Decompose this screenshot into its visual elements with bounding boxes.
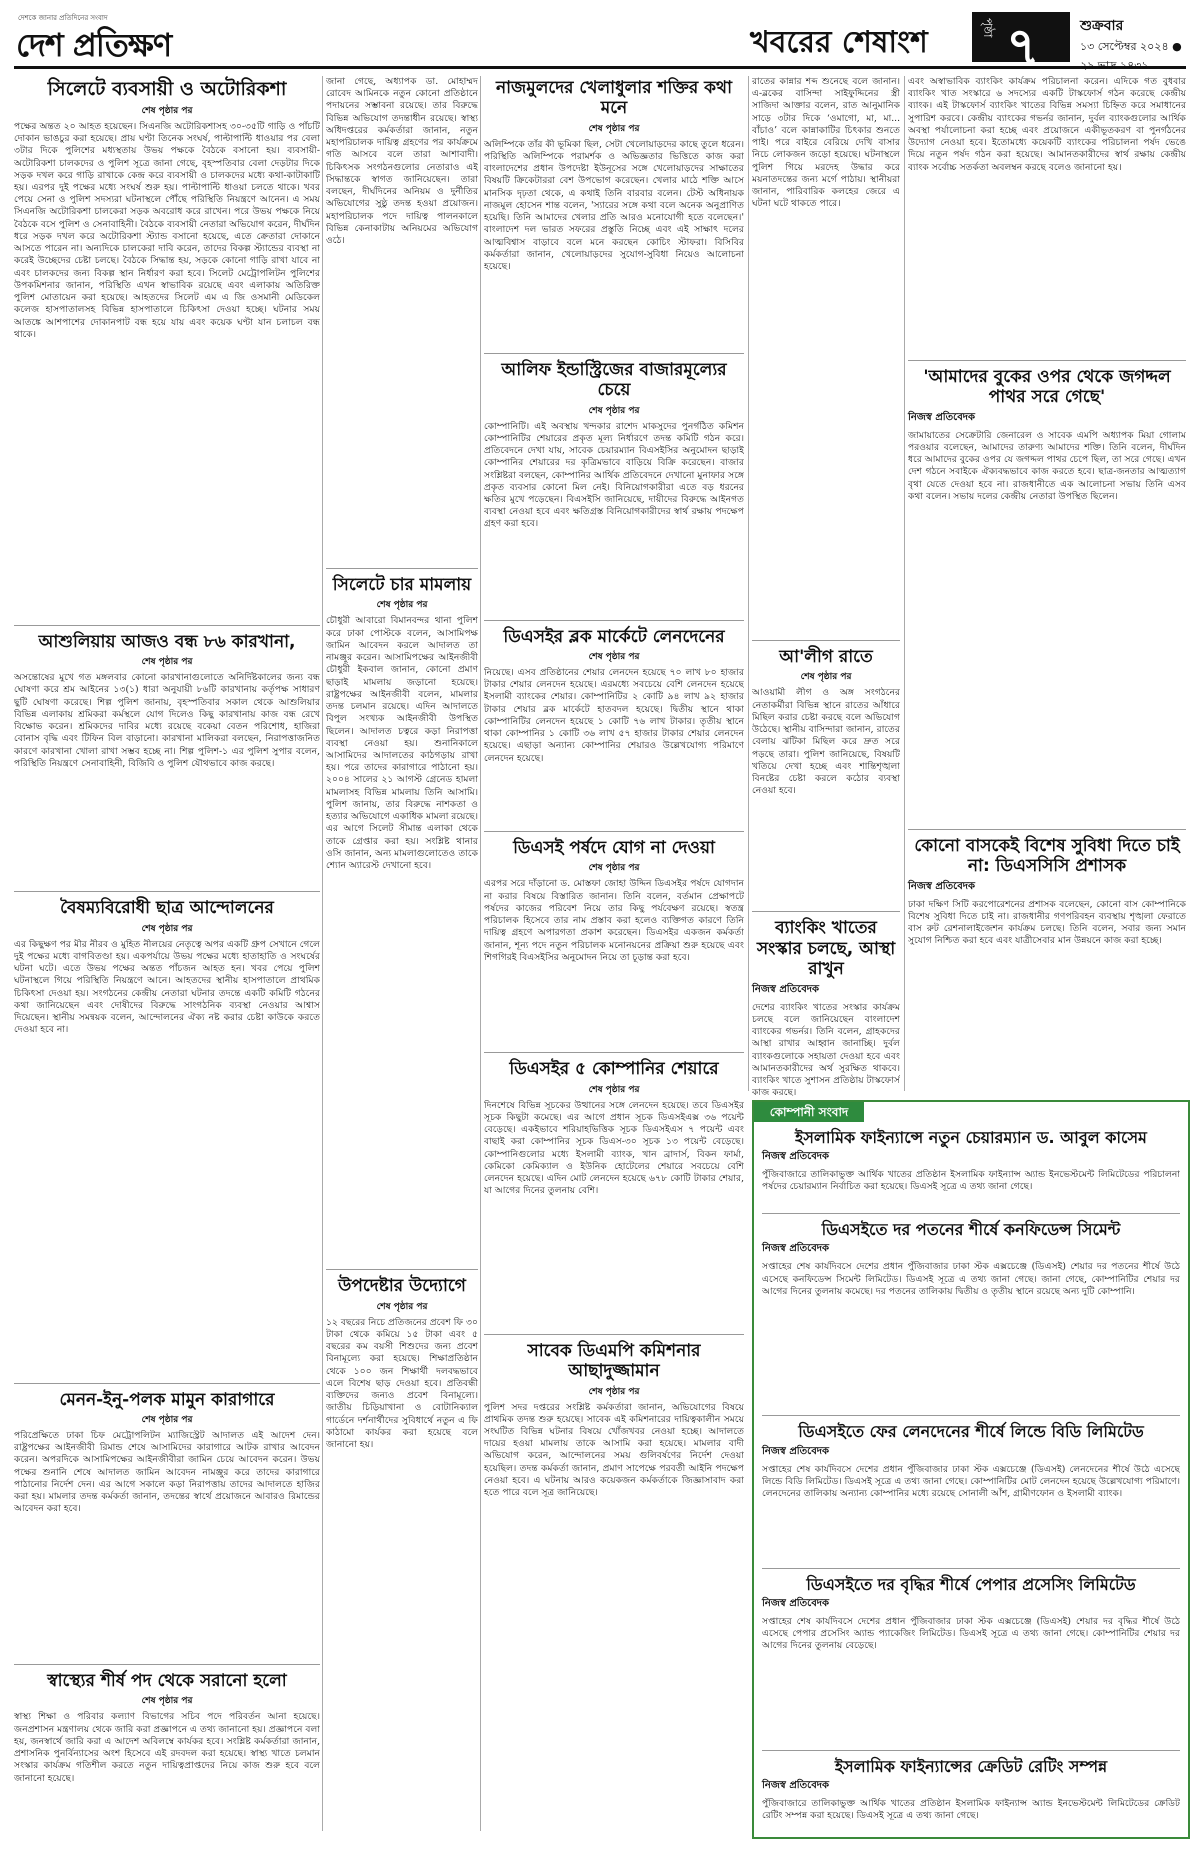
article-headline[interactable]: 'আমাদের বুকের ওপর থেকে জগদ্দল পাথর সরে গেছে' bbox=[923, 367, 1171, 408]
article-banking-continued[interactable] bbox=[908, 76, 1186, 361]
article-dse-board[interactable] bbox=[484, 838, 744, 1053]
article-body: এবং অস্বাভাবিক ব্যাংকিং কার্যক্রম পরিচালনা করেন। এদিকে গত বুধবার ব্যাংকিং খাত সংস্কারে ৬ সদস্যের একটি টাস্কফোর্স গঠন করেছে কেন্দ্রীয় ব্যাংক। এই টাস্কফোর্স ব্যাংকিং খাতের বিভিন্ন সমস্যা চিহ্নিত করে সমাধানের সুপারিশ করবে। কেন্দ্রীয় ব্যাংকের গভর্নর জানান, দুর্বল ব্যাংকগুলোর আর্থিক অবস্থা পর্যালোচনা করা হচ্ছে এবং প্রয়োজনে একীভূতকরণ বা পুনর্গঠনের উদ্যোগ নেওয়া হবে। ইতোমধ্যে কয়েকটি ব্যাংকের পরিচালনা পর্ষদ ভেঙে দিয়ে নতুন পর্ষদ গঠন করা হয়েছে। আমানতকারীদের স্বার্থ রক্ষায় কেন্দ্রীয় ব্যাংক সর্বোচ্চ সতর্কতা অবলম্বন করছে বলেও জানানো হয়। bbox=[908, 76, 1186, 173]
column-1 bbox=[14, 76, 320, 1871]
page-number: ৭ bbox=[1006, 17, 1040, 77]
column-4 bbox=[752, 76, 900, 1142]
article-body: অসন্তোষের মুখে গত মঙ্গলবার কোনো কারখানাগুলোতে অনির্দিষ্টকালের জন্য বন্ধ ঘোষণা করে শ্রম আইনের ১৩(১) ধারা অনুযায়ী ৮৬টি কারখানায় কর্তৃপক্ষ সাধারণ ছুটি ঘোষণা করেছে। শিল্প পুলিশ জানায়, বৃহস্পতিবার সকাল থেকে আশুলিয়ার বিভিন্ন এলাকায় শ্রমিকরা কর্মস্থলে যোগ দিলেও কিছু কারখানায় কাজ বন্ধ রেখে বিক্ষোভ করেন। শ্রমিকদের দাবির মধ্যে রয়েছে বকেয়া বেতন পরিশোধ, হাজিরা বোনাস বৃদ্ধি এবং টিফিন বিল বাড়ানো। কারখানা মালিকরা বলছেন, নিরাপত্তাজনিত কারণে কারখানা খোলা রাখা সম্ভব হচ্ছে না। শিল্প পুলিশ-১ এর পুলিশ সুপার বলেন, পরিস্থিতি নিয়ন্ত্রণে সেনাবাহিনী, বিজিবি ও পুলিশ যৌথভাবে কাজ করছে। bbox=[14, 672, 320, 769]
company-headline[interactable]: ইসলামিক ফাইন্যান্সে নতুন চেয়ারম্যান ড. আবুল কাসেম bbox=[795, 1128, 1147, 1147]
continued-label: শেষ পৃষ্ঠার পর bbox=[376, 1301, 428, 1312]
continued-label: শেষ পৃষ্ঠার পর bbox=[588, 651, 640, 662]
company-news-tag: কোম্পানী সংবাদ bbox=[754, 1102, 864, 1122]
company-item[interactable] bbox=[762, 1422, 1180, 1568]
article-headline[interactable]: ডিএসইর ব্লক মার্কেটে লেনদেনের bbox=[503, 626, 725, 647]
issue-date: ১৩ সেপ্টেম্বর ২০২৪ ● ২৯ ভাদ্র ১৪৩১ bbox=[1080, 40, 1182, 72]
article-headline[interactable]: বৈষম্যবিরোধী ছাত্র আন্দোলনের bbox=[60, 898, 274, 919]
article-body: পুলিশ সদর দপ্তরের সংশ্লিষ্ট কর্মকর্তারা জানান, অভিযোগের বিষয়ে প্রাথমিক তদন্ত শুরু হয়েছে। সাবেক এই কমিশনারের দায়িত্বকালীন সময়ে সংঘটিত বিভিন্ন ঘটনার বিষয়ে খোঁজখবর নেওয়া হচ্ছে। আদালতে দায়ের হওয়া মামলায় তাকে আসামি করা হয়েছে। মামলার বাদী অভিযোগ করেন, আন্দোলনের সময় গুলিবর্ষণের নির্দেশ দেওয়া হয়েছিল। তদন্ত কর্মকর্তা জানান, প্রমাণ সাপেক্ষে পরবর্তী আইনি পদক্ষেপ নেওয়া হবে। এ ঘটনায় আরও কয়েকজন কর্মকর্তাকে জিজ্ঞাসাবাদ করা হতে পারে বলে সূত্র জানিয়েছে। bbox=[484, 1401, 744, 1499]
article-health-continued[interactable] bbox=[326, 76, 478, 569]
column-2 bbox=[326, 76, 478, 1807]
continued-label: শেষ পৃষ্ঠার পর bbox=[588, 123, 640, 134]
continued-label: শেষ পৃষ্ঠার পর bbox=[141, 1696, 193, 1707]
newspaper-logo[interactable] bbox=[14, 10, 244, 64]
company-item[interactable] bbox=[762, 1220, 1180, 1416]
company-byline: নিজস্ব প্রতিবেদক bbox=[762, 1597, 830, 1609]
article-headline[interactable]: কোনো বাসকেই বিশেষ সুবিধা দিতে চাই না: ডিএসসিসি প্রশাসক bbox=[914, 835, 1180, 877]
article-headline[interactable]: সিলেটে ব্যবসায়ী ও অটোরিকশা bbox=[47, 78, 287, 100]
article-student-movement[interactable] bbox=[14, 898, 320, 1383]
continued-label: শেষ পৃষ্ঠার পর bbox=[588, 1084, 640, 1095]
article-body: কোম্পানিটি। এই অবস্থায় খন্দকার রাশেদ মাকসুদের পুনর্গঠিত কমিশন কোম্পানিটির শেয়ারের প্রকৃত মূল্য নির্ধারণে তদন্ত কমিটি গঠন করে। প্রতিবেদনে দেখা যায়, সাবেক চেয়ারম্যান বিএসইসির অনুমোদন ছাড়াই কোম্পানির শেয়ারের দর কৃত্রিমভাবে বাড়িয়ে বিক্রি করেছেন। বাজার সংশ্লিষ্টরা বলছেন, কোম্পানির আর্থিক প্রতিবেদনে দেখানো মুনাফার সঙ্গে প্রকৃত ব্যবসার কোনো মিল নেই। বিনিয়োগকারীরা এতে বড় ধরনের ক্ষতির মুখে পড়েছেন। বিএসইসি জানিয়েছে, দায়ীদের বিরুদ্ধে আইনগত ব্যবস্থা নেওয়া হবে এবং ক্ষতিগ্রস্ত বিনিয়োগকারীদের স্বার্থ রক্ষায় পদক্ষেপ গ্রহণ করা হবে। bbox=[484, 420, 744, 530]
continued-label: শেষ পৃষ্ঠার পর bbox=[588, 405, 640, 416]
article-body: পরিপ্রেক্ষিতে ঢাকা চিফ মেট্রোপলিটন ম্যাজিস্ট্রেট আদালত এই আদেশ দেন। রাষ্ট্রপক্ষের আইনজীবী রিমান্ড শেষে আসামিদের কারাগারে আটক রাখার আবেদন করেন। অপরদিকে আসামিপক্ষের আইনজীবীরা জামিন চেয়ে আবেদন করেন। উভয় পক্ষের শুনানি শেষে আদালত জামিন আবেদন নামঞ্জুর করে তাদের কারাগারে পাঠানোর নির্দেশ দেন। এর আগে সকালে কড়া নিরাপত্তায় তাদের আদালতে হাজির করা হয়। মামলার তদন্ত কর্মকর্তা জানান, তদন্তের স্বার্থে প্রয়োজনে আবারও রিমান্ডের আবেদন করা হবে। bbox=[14, 1429, 320, 1515]
article-body: দেশের ব্যাংকিং খাতের সংস্কার কার্যক্রম চলছে বলে জানিয়েছেন বাংলাদেশ ব্যাংকের গভর্নর। তিনি বলেন, গ্রাহকদের আস্থা রাখার আহ্বান জানাচ্ছি। দুর্বল ব্যাংকগুলোকে সহায়তা দেওয়া হবে এবং আমানতকারীদের অর্থ সুরক্ষিত থাকবে। ব্যাংকিং খাতে সুশাসন প্রতিষ্ঠায় টাস্কফোর্স কাজ করছে। bbox=[752, 1001, 900, 1099]
article-body: জানা গেছে, অধ্যাপক ডা. মোহাম্মদ রোবেদ আমিনকে নতুন কোনো প্রতিষ্ঠানে পদায়নের সম্ভাবনা রয়েছে। তার বিরুদ্ধে বিভিন্ন অভিযোগ তদন্তাধীন রয়েছে। স্বাস্থ্য অধিদপ্তরের কর্মকর্তারা জানান, নতুন মহাপরিচালক দায়িত্ব গ্রহণের পর কার্যক্রমে গতি আসবে বলে তারা আশাবাদী। চিকিৎসক সংগঠনগুলোর নেতারাও এই সিদ্ধান্তকে স্বাগত জানিয়েছেন। তারা বলছেন, দীর্ঘদিনের অনিয়ম ও দুর্নীতির অভিযোগের সুষ্ঠু তদন্ত হওয়া প্রয়োজন। মহাপরিচালক পদে দায়িত্ব পালনকালে বিভিন্ন কেনাকাটায় অনিয়মের অভিযোগ ওঠে। bbox=[326, 76, 478, 247]
page-label: পৃষ্ঠা bbox=[981, 18, 995, 38]
article-body: এরপর সরে দাঁড়ানো ড. মোস্তফা জোহা উদ্দিন ডিএসইর পর্ষদে যোগদান না করার বিষয়ে বিস্তারিত জানান। তিনি বলেন, বর্তমান প্রেক্ষাপটে পর্ষদের কাজের পরিবেশ নিয়ে তার কিছু পর্যবেক্ষণ রয়েছে। স্বতন্ত্র পরিচালক হিসেবে তার নাম প্রস্তাব করা হলেও ব্যক্তিগত কারণে তিনি দায়িত্ব গ্রহণে অপারগতা প্রকাশ করেছেন। ডিএসইর একজন কর্মকর্তা জানান, শূন্য পদে নতুন পরিচালক মনোনয়নের প্রক্রিয়া শুরু হয়েছে এবং শিগগিরই বিএসইসির অনুমোদন নিয়ে তা চূড়ান্ত করা হবে। bbox=[484, 878, 744, 963]
article-dse-block-market[interactable] bbox=[484, 627, 744, 832]
company-body: পুঁজিবাজারে তালিকাভুক্ত আর্থিক খাতের প্রতিষ্ঠান ইসলামিক ফাইন্যান্স অ্যান্ড ইনভেস্টমেন্ট লিমিটেডের ক্রেডিট রেটিং সম্পন্ন করা হয়েছে। ডিএসই সূত্রে এ তথ্য জানা গেছে। bbox=[762, 1797, 1180, 1822]
article-headline[interactable]: মেনন-ইনু-পলক মামুন কারাগারে bbox=[59, 1389, 275, 1410]
article-body: এর কিছুক্ষণ পর মীর নীরব ও মুহিত নীলয়ের নেতৃত্বে অপর একটি গ্রুপ সেখানে গেলে দুই পক্ষের মধ্যে বাগবিতণ্ডা হয়। একপর্যায়ে উভয় পক্ষের মধ্যে হাতাহাতি ও সংঘর্ষের ঘটনা ঘটে। এতে উভয় পক্ষের অন্তত পাঁচজন আহত হন। খবর পেয়ে পুলিশ ঘটনাস্থলে গিয়ে পরিস্থিতি নিয়ন্ত্রণে আনে। আহতদের স্থানীয় হাসপাতালে প্রাথমিক চিকিৎসা দেওয়া হয়। সংগঠনের কেন্দ্রীয় নেতারা ঘটনার তদন্তে একটি কমিটি গঠনের কথা জানিয়েছেন এবং দোষীদের বিরুদ্ধে সাংগঠনিক ব্যবস্থা নেওয়ার আশ্বাস দিয়েছেন। স্থানীয় সমন্বয়ক বলেন, আন্দোলনের ঐক্য নষ্ট করার চেষ্টা কাউকে করতে দেওয়া হবে না। bbox=[14, 938, 320, 1036]
article-headline[interactable]: আ'লীগ রাতে bbox=[779, 647, 873, 667]
masthead bbox=[14, 10, 1186, 77]
column-divider bbox=[904, 76, 905, 1091]
article-health-removal[interactable] bbox=[14, 1671, 320, 1865]
article-dscc-bus[interactable] bbox=[908, 836, 1186, 1088]
article-body: ঢাকা দক্ষিণ সিটি করপোরেশনের প্রশাসক বলেছেন, কোনো বাস কোম্পানিকে বিশেষ সুবিধা দিতে চাই না। রাজধানীর গণপরিবহন ব্যবস্থায় শৃঙ্খলা ফেরাতে বাস রুট রেশনালাইজেশন কার্যক্রম চলছে। তিনি বলেন, সবার জন্য সমান সুযোগ নিশ্চিত করা হবে এবং যাত্রীসেবার মান উন্নয়নে কাজ করা হচ্ছে। bbox=[908, 898, 1186, 947]
company-byline: নিজস্ব প্রতিবেদক bbox=[762, 1151, 830, 1163]
article-headline[interactable]: উপদেষ্টার উদ্যোগে bbox=[338, 1276, 466, 1297]
article-headline[interactable]: সাবেক ডিএমপি কমিশনার আছাদুজ্জামান bbox=[527, 1340, 701, 1382]
company-news-list bbox=[762, 1126, 1180, 1848]
article-headline[interactable]: স্বাস্থ্যের শীর্ষ পদ থেকে সরানো হলো bbox=[47, 1670, 287, 1691]
article-body: ১২ বছরের নিচে প্রতিজনের প্রবেশ ফি ৩০ টাকা থেকে কমিয়ে ১৫ টাকা এবং ৫ বছরের কম বয়সী শিশুদের জন্য প্রবেশ বিনামূল্যে করা হয়েছে। শিক্ষাপ্রতিষ্ঠান থেকে ১০০ জন শিক্ষার্থী দলবদ্ধভাবে এলে বিশেষ ছাড় দেওয়া হবে। প্রতিবন্ধী ব্যক্তিদের জন্যও প্রবেশ বিনামূল্যে। জাতীয় চিড়িয়াখানা ও বোটানিক্যাল গার্ডেনে দর্শনার্থীদের সুবিধার্থে নতুন এ ফি কাঠামো কার্যকর করা হয়েছে বলে জানানো হয়। bbox=[326, 1316, 478, 1451]
article-menon-inu-jail[interactable] bbox=[14, 1390, 320, 1665]
page-number-box bbox=[972, 12, 1070, 77]
article-alif-industries[interactable] bbox=[484, 360, 744, 621]
article-headline[interactable]: ব্যাংকিং খাতের সংস্কার চলছে, আস্থা রাখুন bbox=[756, 918, 896, 980]
logo-tagline: দেশকে জানার প্রতিদিনের সংবাদ bbox=[18, 14, 108, 22]
column-3 bbox=[484, 76, 744, 1852]
company-headline[interactable]: ইসলামিক ফাইন্যান্সের ক্রেডিট রেটিং সম্পন্ন bbox=[834, 1756, 1108, 1776]
article-sylhet-four-cases[interactable] bbox=[326, 575, 478, 1270]
article-byline: নিজস্ব প্রতিবেদক bbox=[908, 411, 976, 423]
article-body: রাতের কান্নার শব্দ শুনেছে বলে জানান। এ-ব্লকের বাসিন্দা সাইফুদ্দিনের স্ত্রী সাজিদা আক্তার বলেন, রাত আনুমানিক সাড়ে ৩টার দিকে ‘ওমাগো, মা, মা... বাঁচাও’ বলে কান্নাকাটির চিৎকার শুনতে পাই। পরে বাইরে বেরিয়ে দেখি বাসার নিচে লোকজন জড়ো হয়েছে। ঘটনাস্থলে পুলিশ গিয়ে মরদেহ উদ্ধার করে ময়নাতদন্তের জন্য মর্গে পাঠায়। স্থানীয়রা জানান, পারিবারিক কলহের জেরে এ ঘটনা ঘটে থাকতে পারে। bbox=[752, 76, 900, 210]
company-body: পুঁজিবাজারে তালিকাভুক্ত আর্থিক খাতের প্রতিষ্ঠান ইসলামিক ফাইন্যান্স অ্যান্ড ইনভেস্টমেন্ট লিমিটেডের পরিচালনা পর্ষদের চেয়ারম্যান নির্বাচিত করা হয়েছে। ডিএসই সূত্রে এ তথ্য জানা গেছে। bbox=[762, 1169, 1180, 1193]
article-body: জামায়াতের সেক্রেটারি জেনারেল ও সাবেক এমপি অধ্যাপক মিয়া গোলাম পরওয়ার বলেছেন, আমাদের তারুণ্য আমাদের শক্তি। তিনি বলেন, দীর্ঘদিন ধরে আমাদের বুকের ওপর যে জগদ্দল পাথর চেপে ছিল, তা সরে গেছে। এখন দেশ গঠনে সবাইকে ঐক্যবদ্ধভাবে কাজ করতে হবে। ছাত্র-জনতার আত্মত্যাগ বৃথা যেতে দেওয়া হবে না। রাজধানীতে এক আলোচনা সভায় তিনি এসব কথা বলেন। সভায় দলের কেন্দ্রীয় নেতারা উপস্থিত ছিলেন। bbox=[908, 429, 1186, 502]
article-body: আওয়ামী লীগ ও অঙ্গ সংগঠনের নেতাকর্মীরা বিভিন্ন স্থানে রাতের আঁধারে মিছিল করার চেষ্টা করছে বলে অভিযোগ উঠেছে। স্থানীয় বাসিন্দারা জানান, রাতের বেলায় ঝটিকা মিছিল করে দ্রুত সরে পড়ছে তারা। পুলিশ জানিয়েছে, বিষয়টি খতিয়ে দেখা হচ্ছে এবং শান্তিশৃঙ্খলা বিনষ্টের চেষ্টা করলে কঠোর ব্যবস্থা নেওয়া হবে। bbox=[752, 687, 900, 797]
article-dse-five-companies[interactable] bbox=[484, 1059, 744, 1334]
company-headline[interactable]: ডিএসইতে দর বৃদ্ধির শীর্ষে পেপার প্রসেসিং লিমিটেড bbox=[806, 1574, 1136, 1594]
continued-label: শেষ পৃষ্ঠার পর bbox=[141, 105, 193, 116]
issue-day: শুক্রবার bbox=[1080, 18, 1124, 34]
continued-label: শেষ পৃষ্ঠার পর bbox=[376, 600, 428, 611]
article-body: চৌধুরী আবারো বিমানবন্দর থানা পুলিশ করে ঢাকা পোস্টকে বলেন, আসামিপক্ষ জামিন আবেদন করলে আদালত তা নামঞ্জুর করেন। আসামিপক্ষের আইনজীবী চৌধুরী ইকবাল জানান, কোনো প্রমাণ ছাড়াই মামলায় জড়ানো হয়েছে। রাষ্ট্রপক্ষের আইনজীবী বলেন, মামলার তদন্ত চলমান রয়েছে। এদিন আদালতে বিপুল সংখ্যক আইনজীবী উপস্থিত ছিলেন। আদালত চত্বরে কড়া নিরাপত্তা ব্যবস্থা নেওয়া হয়। শুনানিকালে আসামিদের আদালতের কাঠগড়ায় রাখা হয়। পরে তাদের কারাগারে পাঠানো হয়। ২০০৪ সালের ২১ আগস্ট গ্রেনেড হামলা মামলাসহ বিভিন্ন মামলায় তিনি আসামি। পুলিশ জানায়, তার বিরুদ্ধে নাশকতা ও হত্যার অভিযোগে একাধিক মামলা রয়েছে। এর আগে সিলেট সীমান্ত এলাকা থেকে তাকে গ্রেপ্তার করা হয়। সংশ্লিষ্ট থানার ওসি জানান, অন্য মামলাগুলোতেও তাকে শ্যোন অ্যারেস্ট দেখানো হবে। bbox=[326, 615, 478, 872]
article-sylhet-clash[interactable] bbox=[14, 78, 320, 626]
article-adviser-initiative[interactable] bbox=[326, 1276, 478, 1800]
article-headline[interactable]: সিলেটে চার মামলায় bbox=[332, 575, 472, 595]
article-body: স্বাস্থ্য শিক্ষা ও পরিবার কল্যাণ বিভাগের সচিব পদে পরিবর্তন আনা হয়েছে। জনপ্রশাসন মন্ত্রণালয় থেকে জারি করা প্রজ্ঞাপনে এ তথ্য জানানো হয়। প্রজ্ঞাপনে বলা হয়, জনস্বার্থে জারি করা এ আদেশ অবিলম্বে কার্যকর হবে। সংশ্লিষ্ট কর্মকর্তারা জানান, প্রশাসনিক পুনর্বিন্যাসের অংশ হিসেবে এই রদবদল করা হয়েছে। স্বাস্থ্য খাতে চলমান সংস্কার কার্যক্রম গতিশীল করতে নতুন দায়িত্বপ্রাপ্তদের নিয়ে কাজ শুরু হবে বলে জানানো হয়েছে। bbox=[14, 1711, 320, 1784]
article-headline[interactable]: ডিএসইর ৫ কোম্পানির শেয়ারে bbox=[509, 1059, 719, 1080]
continued-label: শেষ পৃষ্ঠার পর bbox=[141, 1414, 193, 1425]
company-body: সপ্তাহের শেষ কার্যদিবসে দেশের প্রধান পুঁজিবাজার ঢাকা স্টক এক্সচেঞ্জে (ডিএসই) শেয়ার দর পতনের শীর্ষে উঠে এসেছে কনফিডেন্স সিমেন্ট লিমিটেড। ডিএসই সূত্রে এ তথ্য জানা গেছে। জানা গেছে, কোম্পানিটির শেয়ার দর আগের দিনের তুলনায় কমেছে। দর পতনের তালিকায় দ্বিতীয় ও তৃতীয় স্থানে রয়েছে অন্য দুটি কোম্পানি। bbox=[762, 1261, 1180, 1297]
company-body: সপ্তাহের শেষ কার্যদিবসে দেশের প্রধান পুঁজিবাজার ঢাকা স্টক এক্সচেঞ্জে (ডিএসই) শেয়ার দর বৃদ্ধির শীর্ষে উঠে এসেছে পেপার প্রসেসিং অ্যান্ড প্যাকেজিং লিমিটেড। ডিএসই সূত্রে এ তথ্য জানা গেছে। কোম্পানিটির শেয়ার দর আগের দিনের তুলনায় বেড়েছে। bbox=[762, 1615, 1180, 1652]
continued-label: শেষ পৃষ্ঠার পর bbox=[141, 923, 193, 934]
continued-label: শেষ পৃষ্ঠার পর bbox=[141, 657, 193, 668]
article-night-crying[interactable] bbox=[752, 76, 900, 641]
column-divider bbox=[322, 76, 323, 1831]
company-body: সপ্তাহের শেষ কার্যদিবসে দেশের প্রধান পুঁজিবাজার ঢাকা স্টক এক্সচেঞ্জে (ডিএসই) লেনদেনের শীর্ষে উঠে এসেছে লিন্ডে বিডি লিমিটেড। ডিএসই সূত্রে এ তথ্য জানা গেছে। কোম্পানিটির মোট লেনদেন হয়েছে উল্লেখযোগ্য পরিমাণে। লেনদেনের তালিকায় অন্যান্য কোম্পানির মধ্যে রয়েছে সোনালী আঁশ, গ্রামীণফোন ও ইসলামী ব্যাংক। bbox=[762, 1463, 1180, 1500]
continued-label: শেষ পৃষ্ঠার পর bbox=[588, 863, 640, 874]
column-divider bbox=[748, 76, 749, 1091]
logo-text: দেশ প্রতিক্ষণ bbox=[16, 26, 172, 64]
article-awami-night-march[interactable] bbox=[752, 647, 900, 912]
company-news-box bbox=[752, 1100, 1190, 1839]
article-ashulia-factories[interactable] bbox=[14, 632, 320, 892]
company-byline: নিজস্ব প্রতিবেদক bbox=[762, 1243, 830, 1255]
article-headline[interactable]: নাজমুলদের খেলাধুলার শক্তির কথা মনে bbox=[495, 78, 732, 119]
article-jamaat-statement[interactable] bbox=[908, 367, 1186, 830]
column-5 bbox=[908, 76, 1186, 1094]
column-divider bbox=[480, 76, 481, 1831]
article-body: দিনশেষে বিভিন্ন সূচকের উত্থানের সঙ্গে লেনদেন হয়েছে। তবে ডিএসইর সূচক কিছুটা কমেছে। এর আগে প্রধান সূচক ডিএসইএক্স ৩৬ পয়েন্ট বেড়েছে। একইভাবে শরিয়াহভিত্তিক সূচক ডিএসইএস ৭ পয়েন্ট এবং বাছাই করা কোম্পানির সূচক ডিএস-৩০ সূচক ১৩ পয়েন্ট বেড়েছে। কোম্পানিগুলোর মধ্যে ইসলামী ব্যাংক, খান ব্রাদার্স, বিকন ফার্মা, কেমিকো কেমিক্যাল ও ইউনিক হোটেলের শেয়ারে সবচেয়ে বেশি লেনদেন হয়েছে। এদিন মোট লেনদেন হয়েছে ৬৭৮ কোটি টাকার শেয়ার, যা আগের দিনের তুলনায় বেশি। bbox=[484, 1099, 744, 1197]
continued-label: শেষ পৃষ্ঠার পর bbox=[800, 672, 852, 683]
company-item[interactable] bbox=[762, 1757, 1180, 1842]
article-body: নিয়েছে। এসব প্রতিষ্ঠানের শেয়ার লেনদেন হয়েছে ৭০ লাখ ৮০ হাজার টাকার শেয়ার লেনদেন হয়েছে। এরমধ্যে সবচেয়ে বেশি লেনদেন হয়েছে ইসলামী ব্যাংকের শেয়ার। কোম্পানিটির ২ কোটি ৯৪ লাখ ৯২ হাজার টাকার শেয়ার ব্লক মার্কেটে হাতবদল হয়েছে। দ্বিতীয় স্থানে থাকা কোম্পানিটির লেনদেন হয়েছে ১ কোটি ৭৬ লাখ টাকার। তৃতীয় স্থানে থাকা কোম্পানির ১ কোটি ৩৬ লাখ ৫৭ হাজার টাকার শেয়ার লেনদেন হয়েছে। এছাড়া অন্যান্য কোম্পানির শেয়ারও উল্লেখযোগ্য পরিমাণে লেনদেন হয়েছে। bbox=[484, 666, 744, 764]
article-body: পক্ষের অন্তত ২০ আহত হয়েছেন। সিএনজি অটোরিকশাসহ ৩০-৩৫টি গাড়ি ও পাঁচটি দোকান ভাঙচুর করা হয়েছে। প্রায় ঘণ্টা তিনেক সংঘর্ষ, পাল্টাপাল্টি ধাওয়ার পর বেলা ৩টার দিকে পুলিশের মধ্যস্থতায় উভয় পক্ষকে বৈঠকে বসানো হয়। ব্যবসায়ী-অটোরিকশা চালকদের ও পুলিশ সূত্রে জানা গেছে, বৃহস্পতিবার বেলা দেড়টার দিকে সড়ক দখল করে গাড়ি রাখাকে কেন্দ্র করে ব্যবসায়ী ও চালকদের মধ্যে কথা-কাটাকাটি হয়। এরপর দুই পক্ষের মধ্যে সংঘর্ষ শুরু হয়। পাল্টাপাল্টি ধাওয়া চলতে থাকে। খবর পেয়ে সেনা ও পুলিশ সদস্যরা ঘটনাস্থলে পৌঁছে পরিস্থিতি নিয়ন্ত্রণে আনেন। এ সময় সিএনজি অটোরিকশা চালকেরা সড়ক অবরোধ করে রাখেন। পরে উভয় পক্ষকে নিয়ে বৈঠকে বসে পুলিশ ও সেনাবাহিনী। বৈঠকে ব্যবসায়ী নেতারা অভিযোগ করেন, দীর্ঘদিন ধরে সড়ক দখল করে অটোরিকশা স্ট্যান্ড বসানো হয়েছে, এতে ক্রেতারা দোকানে আসতে পারেন না। অন্যদিকে চালকেরা দাবি করেন, তাদের বিকল্প স্ট্যান্ডের ব্যবস্থা না করেই উচ্ছেদের চেষ্টা চলছে। বৈঠকে সিদ্ধান্ত হয়, সড়কে কোনো গাড়ি রাখা যাবে না এবং চালকদের জন্য বিকল্প স্থান নির্ধারণ করা হবে। সিলেট মেট্রোপলিটন পুলিশের উপকমিশনার জানান, পরিস্থিতি এখন স্বাভাবিক রয়েছে এবং এলাকায় অতিরিক্ত পুলিশ মোতায়েন করা হয়েছে। আহতদের সিলেট এম এ জি ওসমানী মেডিকেল কলেজ হাসপাতালসহ বিভিন্ন হাসপাতালে চিকিৎসা দেওয়া হচ্ছে। ঘটনার সময় আতঙ্কে আশপাশের দোকানপাট বন্ধ হয়ে যায় এবং কয়েক ঘণ্টা যান চলাচল বন্ধ থাকে। bbox=[14, 120, 320, 340]
company-item[interactable] bbox=[762, 1575, 1180, 1751]
company-byline: নিজস্ব প্রতিবেদক bbox=[762, 1445, 830, 1457]
article-byline: নিজস্ব প্রতিবেদক bbox=[908, 880, 976, 892]
section-title: খবরের শেষাংশ bbox=[750, 25, 928, 60]
company-headline[interactable]: ডিএসইতে ফের লেনদেনের শীর্ষে লিন্ডে বিডি লিমিটেড bbox=[798, 1422, 1144, 1442]
article-headline[interactable]: আশুলিয়ায় আজও বন্ধ ৮৬ কারখানা, bbox=[38, 631, 296, 652]
article-dmp-commissioner[interactable] bbox=[484, 1341, 744, 1846]
company-item[interactable] bbox=[762, 1128, 1180, 1214]
company-headline[interactable]: ডিএসইতে দর পতনের শীর্ষে কনফিডেন্স সিমেন্ট bbox=[821, 1220, 1121, 1240]
company-byline: নিজস্ব প্রতিবেদক bbox=[762, 1779, 830, 1791]
article-body: অলিম্পিকে তাঁর কী ভূমিকা ছিল, সেটা খেলোয়াড়দের কাছে তুলে ধরেন। পরিস্থিতি অলিম্পিকে পরামর্শক ও অভিজ্ঞতার ভিত্তিতে কাজ করা বাংলাদেশের প্রধান উপদেষ্টা ইউনূসের সঙ্গে খেলোয়াড়দের সাক্ষাতের বিষয়টি ক্রিকেটাররা বেশ উপভোগ করেছেন। খেলার মাঠে শক্তি আসে মানসিক দৃঢ়তা থেকে, এ কথাই তিনি বারবার বলেন। টেস্ট অধিনায়ক নাজমুল হোসেন শান্ত বলেন, 'স্যারের সঙ্গে কথা বলে অনেক অনুপ্রাণিত হয়েছি। তিনি আমাদের খেলার প্রতি আরও মনোযোগী হতে বলেছেন।' বাংলাদেশ দল ভারত সফরের প্রস্তুতি নিচ্ছে এবং এই সাক্ষাৎ দলের আত্মবিশ্বাস বাড়াবে বলে মনে করছেন কোচিং স্টাফরা। বিসিবির কর্মকর্তারা জানান, খেলোয়াড়দের সুযোগ-সুবিধা নিয়েও আলোচনা হয়েছে। bbox=[484, 138, 744, 273]
article-headline[interactable]: ডিএসই পর্ষদে যোগ না দেওয়া bbox=[513, 837, 715, 858]
continued-label: শেষ পৃষ্ঠার পর bbox=[588, 1386, 640, 1397]
article-najmul-sports[interactable] bbox=[484, 78, 744, 354]
article-byline: নিজস্ব প্রতিবেদক bbox=[752, 983, 820, 995]
article-headline[interactable]: আলিফ ইন্ডাস্ট্রিজের বাজারমূল্যের চেয়ে bbox=[501, 359, 727, 401]
